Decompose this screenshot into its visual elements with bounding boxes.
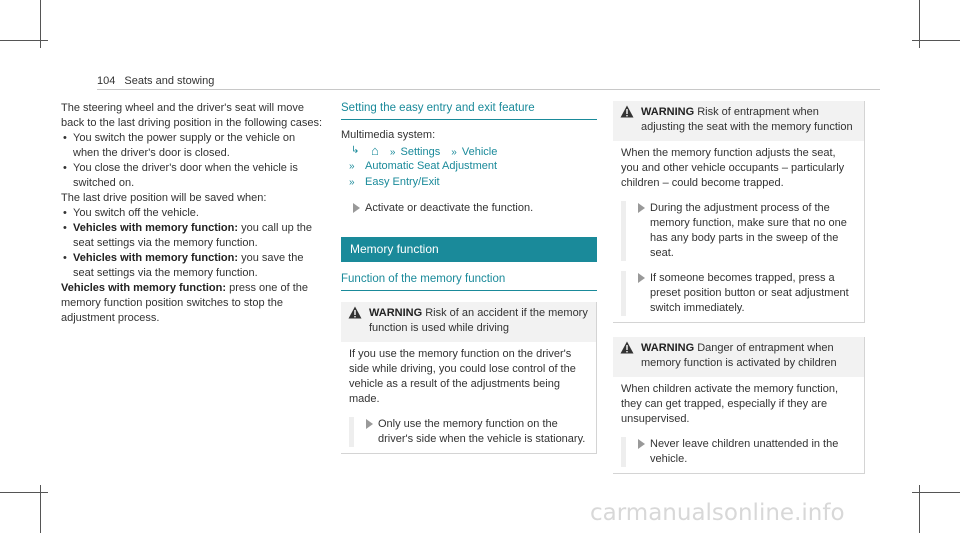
multimedia-label: Multimedia system: xyxy=(341,129,436,141)
menu-item-automatic-seat-adjustment: Automatic Seat Adjustment xyxy=(365,160,498,172)
menu-item-easy-entry-exit: Easy Entry/Exit xyxy=(365,176,440,188)
crop-mark xyxy=(912,40,960,41)
double-chevron-icon: » xyxy=(349,177,355,188)
home-icon: ⌂ xyxy=(371,143,379,158)
instruction-step xyxy=(621,271,856,316)
warning-body xyxy=(613,377,864,473)
step-text: Only use the memory function on the driver's side when the vehicle is stationary. xyxy=(378,418,586,445)
section-heading: Setting the easy entry and exit feature xyxy=(341,101,597,120)
step-text: Activate or deactivate the function. xyxy=(365,202,534,214)
double-chevron-icon: » xyxy=(389,147,396,158)
warning-header xyxy=(341,302,596,342)
step-arrow-icon xyxy=(638,203,645,213)
warning-header xyxy=(613,101,864,141)
section-bar: Memory function xyxy=(341,237,597,262)
warning-triangle-icon xyxy=(348,306,362,319)
list-item: • You switch off the vehicle. xyxy=(61,206,323,221)
warning-label: WARNING xyxy=(641,342,695,354)
cases-list xyxy=(61,131,323,191)
section-title: Seats and stowing xyxy=(124,75,215,87)
list-item: • Vehicles with memory function: you save the seat settings via the memory function. xyxy=(61,251,323,281)
saved-intro: The last drive position will be saved when: xyxy=(61,192,267,204)
warning-title: Risk of entrapment when adjusting the seat with the memory function xyxy=(641,106,853,133)
warning-text: When children activate the memory function, they can get trapped, especially if they are unsupervised. xyxy=(621,383,839,425)
warning-triangle-icon xyxy=(620,341,634,354)
step-text: Never leave children unattended in the vehicle. xyxy=(650,438,839,465)
page-number: 104 xyxy=(97,75,116,87)
saved-list xyxy=(61,206,323,281)
menu-path-line-1 xyxy=(341,143,597,159)
menu-path-line-3 xyxy=(341,175,597,191)
warning-box xyxy=(341,302,597,454)
warning-box xyxy=(613,101,865,323)
double-chevron-icon: » xyxy=(451,147,457,158)
instruction-step xyxy=(349,417,588,447)
instruction-step xyxy=(621,201,856,261)
list-item: • You close the driver's door when the vehicle is switched on. xyxy=(61,161,323,191)
header-divider xyxy=(97,89,880,90)
instruction-step xyxy=(621,437,856,467)
double-chevron-icon: » xyxy=(349,161,355,172)
step-arrow-icon xyxy=(638,439,645,449)
step-text: During the adjustment process of the memory function, make sure that no one has any body parts in the sweep of the seat. xyxy=(650,202,847,259)
warning-label: WARNING xyxy=(369,307,423,319)
column-left xyxy=(61,101,323,326)
warning-body xyxy=(613,141,864,322)
instruction-step xyxy=(341,201,597,216)
page-header xyxy=(97,74,214,89)
menu-item-vehicle: Vehicle xyxy=(461,146,498,158)
menu-item-settings: Settings xyxy=(400,146,441,158)
step-text: If someone becomes trapped, press a preset position button or seat adjustment switch immediately. xyxy=(650,272,849,314)
intro-text: The steering wheel and the driver's seat will move back to the last driving position in the following cases: xyxy=(61,102,323,129)
step-arrow-icon xyxy=(353,203,360,213)
return-arrow-icon: ↳ xyxy=(351,145,360,156)
warning-title: Risk of an accident if the memory function is used while driving xyxy=(369,307,588,334)
step-arrow-icon xyxy=(366,419,373,429)
warning-label: WARNING xyxy=(641,106,695,118)
warning-text: When the memory function adjusts the seat, you and other vehicle occupants – particularly children – could become trapped. xyxy=(621,147,845,189)
final-paragraph: Vehicles with memory function: press one of the memory function position switches to stop the adjustment process. xyxy=(61,282,308,324)
column-right xyxy=(613,101,865,474)
warning-triangle-icon xyxy=(620,105,634,118)
step-arrow-icon xyxy=(638,273,645,283)
watermark: carmanualsonline.info xyxy=(590,500,845,526)
crop-mark xyxy=(912,492,960,493)
warning-header xyxy=(613,337,864,377)
warning-box xyxy=(613,337,865,474)
crop-mark xyxy=(0,492,48,493)
warning-title: Danger of entrapment when memory function is activated by children xyxy=(641,342,837,369)
menu-path-line-2 xyxy=(341,159,597,175)
sub-heading: Function of the memory function xyxy=(341,272,597,291)
column-middle xyxy=(341,101,597,454)
list-item: • Vehicles with memory function: you call up the seat settings via the memory function. xyxy=(61,221,323,251)
warning-text: If you use the memory function on the driver's side while driving, you could lose control of the vehicle as a result of the adjustments being made. xyxy=(349,348,576,405)
crop-mark xyxy=(0,40,48,41)
warning-body xyxy=(341,342,596,453)
list-item: • You switch the power supply or the vehicle on when the driver's door is closed. xyxy=(61,131,323,161)
